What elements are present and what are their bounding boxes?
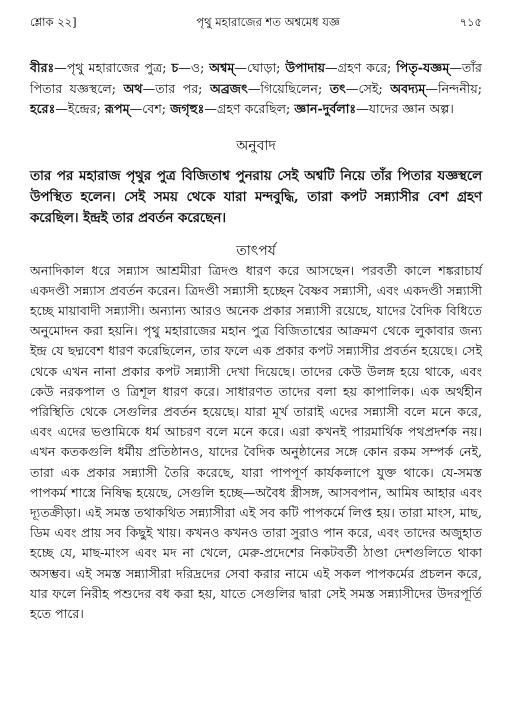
- synonym-term: অবদ্যম্: [390, 80, 426, 96]
- chapter-title: পৃথু মহারাজের শত অশ্বমেধ যজ্ঞ: [196, 15, 340, 29]
- synonym-term: তৎ: [329, 80, 346, 96]
- synonym-term: বীরঃ: [30, 60, 55, 75]
- synonym-meaning: —সেই;: [345, 80, 383, 96]
- synonym-term: জগৃহুঃ: [170, 101, 205, 116]
- translation-text: তার পর মহারাজ পৃথুর পুত্র বিজিতাশ্ব পুনরায় সেই অশ্বটি নিয়ে তাঁর পিতার যজ্ঞস্থলে উপস্থিত হলেন। সেই সময় থেকে যারা মন্দবুদ্ধি, তারা কপট সন্ন্যাসীর বেশ গ্রহণ করেছিল। ইন্দ্রই তার প্রবর্তন করেছেন।: [30, 168, 482, 226]
- running-header: [30, 14, 482, 32]
- synonym-meaning: —গিয়েছিলেন;: [247, 80, 323, 96]
- synonym-meaning: —ঘোড়া;: [234, 60, 281, 75]
- page-number: ৭১৫: [459, 15, 482, 29]
- synonym-meaning: —যাদের জ্ঞান অল্প।: [356, 101, 454, 116]
- synonym-meaning: —গ্রহণ করেছিল;: [204, 101, 291, 116]
- synonym-meaning: —তার পর;: [142, 80, 203, 96]
- synonym-meaning: —নিন্দনীয়;: [425, 80, 482, 96]
- synonym-term: অথ: [123, 80, 143, 96]
- purport-text: অনাদিকাল ধরে সন্ন্যাস আশ্রমীরা ত্রিদণ্ড ধারণ করে আসছেন। পরবর্তী কালে শঙ্করাচার্য একদণ্ডী সন্ন্যাস প্রবর্তন করেন। ত্রিদণ্ডী সন্ন্যাসী হচ্ছেন বৈষ্ণব সন্ন্যাসী, এবং একদণ্ডী সন্ন্যাসী হচ্ছে মায়াবাদী সন্ন্যাসী। অন্যান্য আরও অনেক প্রকার সন্ন্যাসী রয়েছে, যাদের বৈদিক বিধিতে অনুমোদন করা হয়নি। পৃথু মহারাজের মহান পুত্র বিজিতাশ্বের আক্রমণ থেকে লুকাবার জন্য ইন্দ্র যে ছদ্মবেশ ধারণ করেছিলেন, তার ফলে এক প্রকার কপট সন্ন্যাসীর প্রবর্তন হয়েছে। সেই থেকে এখন নানা প্রকার কপট সন্ন্যাসী দেখা দিয়েছে। তাদের কেউ উলঙ্গ হয়ে থাকে, এবং কেউ নরকপাল ও ত্রিশূল ধারণ করে। সাধারণত তাদের বলা হয় কাপালিক। এক অর্থহীন পরিস্থিতি থেকে সেগুলির প্রবর্তন হয়েছে। যারা মূর্খ তারাই এদের সন্ন্যাসী বলে মনে করে, এবং এদের ভণ্ডামিকে ধর্ম আচরণ বলে মনে করে। এরা কখনই পারমার্থিক পথপ্রদর্শক নয়। এখন কতকগুলি ধর্মীয় প্রতিষ্ঠানও, যাদের বৈদিক অনুষ্ঠানের সঙ্গে কোন রকম সম্পর্ক নেই, তারা এক প্রকার সন্ন্যাসী তৈরি করেছে, যারা পাপপূর্ণ কার্যকলাপে যুক্ত থাকে। যে-সমস্ত পাপকর্ম শাস্ত্রে নিষিদ্ধ হয়েছে, সেগুলি হচ্ছে—অবৈধ স্ত্রীসঙ্গ, আসবপান, আমিষ আহার এবং দ্যূতক্রীড়া। এই সমস্ত তথাকথিত সন্ন্যাসীরা এই সব কটি পাপকর্মে লিপ্ত হয়। তারা মাংস, মাছ, ডিম এবং প্রায় সব কিছুই খায়। কখনও কখনও তারা সুরাও পান করে, এবং তাদের অজুহাত হচ্ছে যে, মাছ-মাংস এবং মদ না খেলে, মেরু-প্রদেশের নিকটবর্তী ঠাণ্ডা দেশগুলিতে থাকা অসম্ভব। এই সমস্ত সন্ন্যাসীরা দরিদ্রদের সেবা করার নামে এই সকল পাপকর্মের প্রচলন করে, যার ফলে নিরীহ পশুদের বধ করা হয়, যাতে সেগুলির দ্বারা সেই সমস্ত সন্ন্যাসীদের উদরপূর্তি হতে পারে।: [30, 262, 482, 621]
- synonym-meaning: —বেশ;: [129, 101, 167, 116]
- synonym-meaning: —তাঁর পিতার যজ্ঞস্থলে;: [30, 60, 482, 96]
- verse-reference: শ্লোক ২২]: [30, 15, 77, 29]
- synonym-term: জ্ঞান-দুর্বলাঃ: [294, 101, 357, 116]
- synonym-term: হরেঃ: [30, 101, 56, 116]
- synonym-meaning: —ও;: [178, 60, 205, 75]
- synonym-term: অব্রজৎ: [209, 80, 248, 96]
- synonym-term: উপাদায়: [285, 60, 326, 75]
- purport-heading: তাৎপর্য: [236, 242, 276, 259]
- page: [30, 14, 482, 624]
- synonym-term: পিতৃ-যজ্ঞম্: [396, 60, 450, 75]
- word-meanings: [30, 58, 482, 120]
- synonym-term: চ: [171, 60, 179, 75]
- synonym-term: অশ্বম্: [209, 60, 235, 75]
- synonym-term: রূপম্: [104, 101, 130, 116]
- translation-heading: অনুবাদ: [236, 137, 276, 154]
- synonym-meaning: —গ্রহণ করে;: [325, 60, 392, 75]
- synonym-meaning: —ইন্দ্রের;: [55, 101, 101, 116]
- synonym-meaning: —পৃথু মহারাজের পুত্র;: [54, 60, 167, 75]
